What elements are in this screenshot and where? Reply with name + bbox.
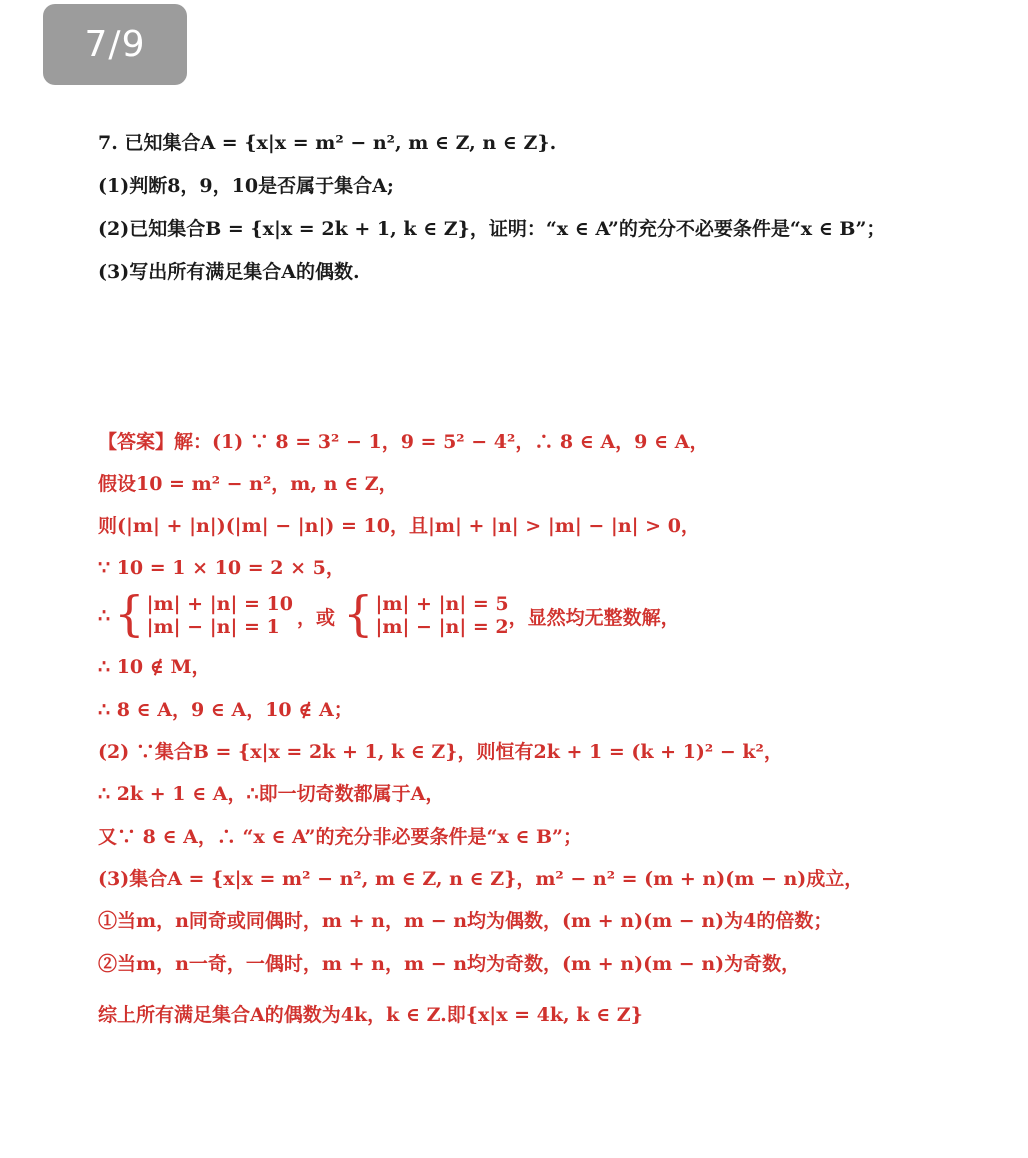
- answer-line-13: ②当m，n一奇，一偶时，m + n，m − n均为奇数，(m + n)(m − n)为奇数，: [98, 953, 801, 975]
- answer-line-1: 【答案】解：(1) ∵ 8 = 3² − 1，9 = 5² − 4²，∴ 8 ∈ A，9 ∈ A，: [98, 431, 709, 453]
- page-indicator: 7/9: [43, 4, 187, 85]
- answer-line-8: (2) ∵集合B = {x|x = 2k + 1, k ∈ Z}，则恒有2k + 1 = (k + 1)² − k²，: [98, 741, 783, 763]
- system-1-equation-1: |m| + |n| = 10: [146, 593, 293, 615]
- answer-line-9: ∴ 2k + 1 ∈ A，∴即一切奇数都属于A，: [98, 783, 445, 805]
- answer-line-12: ①当m，n同奇或同偶时，m + n，m − n均为偶数，(m + n)(m − n)为4的倍数；: [98, 910, 833, 932]
- therefore-symbol: ∴: [98, 605, 111, 627]
- answer-line-11: (3)集合A = {x|x = m² − n², m ∈ Z, n ∈ Z}，m² − n² = (m + n)(m − n)成立，: [98, 868, 864, 890]
- question-part-3: (3)写出所有满足集合A的偶数.: [98, 261, 360, 283]
- equation-system-1: [110, 586, 293, 642]
- equation-system-2: [339, 586, 509, 642]
- answer-line-10: 又∵ 8 ∈ A，∴ “x ∈ A”的充分非必要条件是“x ∈ B”；: [98, 826, 582, 848]
- answer-line-3: 则(|m| + |n|)(|m| − |n|) = 10，且|m| + |n| > |m| − |n| > 0，: [98, 515, 700, 537]
- system-2-equation-2: |m| − |n| = 2: [375, 616, 509, 638]
- system-1-equation-2: |m| − |n| = 1: [146, 616, 280, 638]
- question-stem: 7. 已知集合A = {x|x = m² − n², m ∈ Z, n ∈ Z}.: [98, 132, 557, 154]
- answer-line-7: ∴ 8 ∈ A，9 ∈ A，10 ∉ A；: [98, 699, 353, 721]
- question-part-1: (1)判断8，9，10是否属于集合A;: [98, 175, 394, 197]
- brace-icon: {: [342, 586, 374, 642]
- equation-system-line: [98, 586, 680, 642]
- system-conclusion: ，显然均无整数解，: [508, 606, 680, 629]
- answer-line-2: 假设10 = m² − n²，m, n ∈ Z，: [98, 473, 398, 495]
- answer-line-6: ∴ 10 ∉ M，: [98, 656, 211, 678]
- question-part-2: (2)已知集合B = {x|x = 2k + 1, k ∈ Z}，证明：“x ∈ A”的充分不必要条件是“x ∈ B”；: [98, 218, 886, 240]
- brace-icon: {: [114, 586, 145, 642]
- answer-line-4: ∵ 10 = 1 × 10 = 2 × 5，: [98, 557, 345, 579]
- or-text: ，或: [296, 606, 335, 629]
- answer-line-14: 综上所有满足集合A的偶数为4k，k ∈ Z.即{x|x = 4k, k ∈ Z}: [98, 1004, 643, 1026]
- system-2-equation-1: |m| + |n| = 5: [375, 593, 509, 615]
